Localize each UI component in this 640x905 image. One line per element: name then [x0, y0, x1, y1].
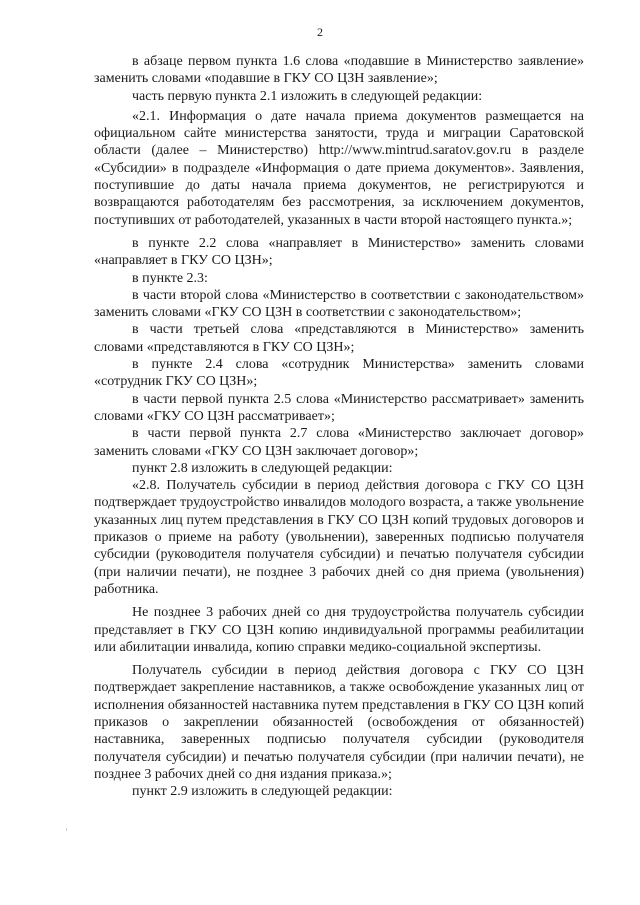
scan-artifact: [66, 828, 67, 831]
paragraph: в части третьей слова «представляются в Министерство» заменить словами «представляются в ГКУ СО ЦЗН»;: [94, 322, 584, 355]
paragraph: в части первой пункта 2.5 слова «Министерство рассматривает» заменить словами «ГКУ СО ЦЗН рассматривает»;: [94, 391, 584, 424]
paragraph: Не позднее 3 рабочих дней со дня трудоустройства получатель субсидии представляет в ГКУ СО ЦЗН копию индивидуальной программы реабилитации или абилитации инвалида, копию справки медико-социальной экспертизы.: [94, 605, 584, 655]
paragraph: в пункте 2.4 слова «сотрудник Министерства» заменить словами «сотрудник ГКУ СО ЦЗН»;: [94, 357, 584, 390]
paragraph: в абзаце первом пункта 1.6 слова «подавшие в Министерство заявление» заменить словами «подавшие в ГКУ СО ЦЗН заявление»;: [94, 54, 584, 87]
paragraph: пункт 2.8 изложить в следующей редакции:: [132, 460, 393, 476]
document-body: [94, 53, 584, 800]
paragraph: в части первой пункта 2.7 слова «Министерство заключает договор» заменить словами «ГКУ СО ЦЗН заключает договор»;: [94, 426, 584, 459]
paragraph: в части второй слова «Министерство в соответствии с законодательством» заменить словами «ГКУ СО ЦЗН в соответствии с законодательством»;: [94, 287, 584, 321]
page-number: 2: [317, 25, 323, 39]
paragraph: часть первую пункта 2.1 изложить в следующей редакции:: [132, 88, 483, 104]
paragraph: «2.1. Информация о дате начала приема документов размещается на официальном сайте министерства занятости, труда и миграции Саратовской области (далее – Министерство) http://www.mintrud.saratov.gov.ru в разделе «Субсидии» в подразделе «Информация о дате приема документов». Заявления, поступившие до даты начала приема документов, не регистрируются и возвращаются работодателям без рассмотрения, за исключением документов, поступивших от работодателей, указанных в части второй настоящего пункта.»;: [94, 108, 584, 228]
paragraph: в пункте 2.3:: [132, 270, 208, 286]
paragraph: «2.8. Получатель субсидии в период действия договора с ГКУ СО ЦЗН подтверждает трудоустройство инвалидов молодого возраста, а также увольнение указанных лиц путем представления в ГКУ СО ЦЗН копий трудовых договоров и приказов о приеме на работу (увольнении), заверенных подписью получателя субсидии (руководителя получателя субсидии) и печатью получателя субсидии (при наличии печати), не позднее 3 рабочих дней со дня приема (увольнения) работника.: [94, 478, 584, 597]
paragraph: пункт 2.9 изложить в следующей редакции:: [132, 784, 393, 800]
paragraph: Получатель субсидии в период действия договора с ГКУ СО ЦЗН подтверждает закрепление наставников, а также освобождение указанных лиц от исполнения обязанностей наставника путем представления в ГКУ СО ЦЗН копий приказов о закреплении обязанностей (освобождения от обязанностей) наставника, заверенных подписью получателя субсидии (руководителя получателя субсидии) и печатью получателя субсидии (при наличии печати), не позднее 3 рабочих дней со дня издания приказа.»;: [94, 663, 584, 782]
paragraph: в пункте 2.2 слова «направляет в Министерство» заменить словами «направляет в ГКУ СО ЦЗН»;: [94, 235, 584, 269]
